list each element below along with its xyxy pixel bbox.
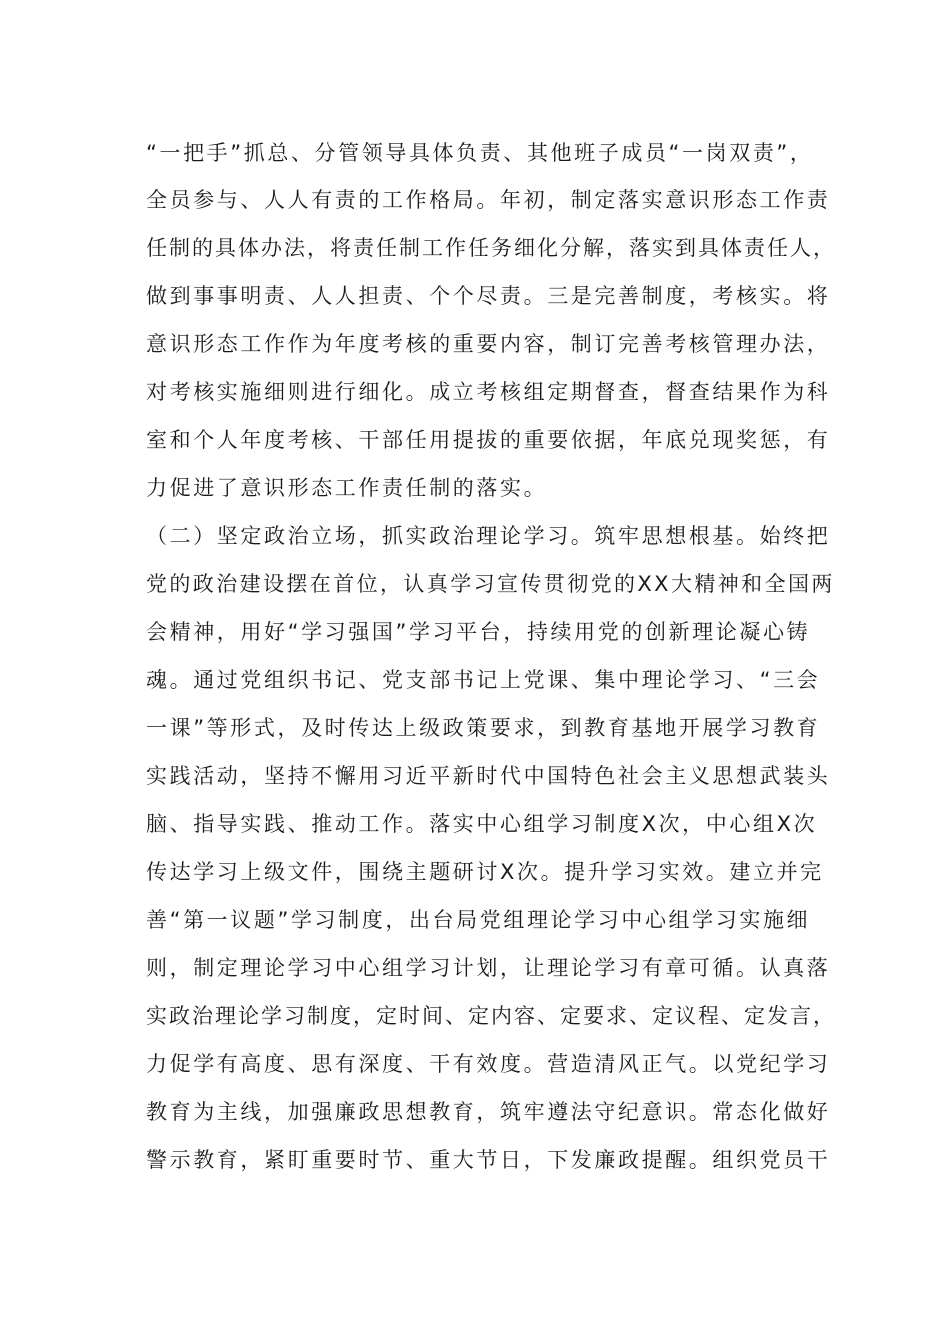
text-line: 警示教育，紧盯重要时节、重大节日，下发廉政提醒。组织党员干	[146, 1148, 831, 1172]
text-line: 力促进了意识形态工作责任制的落实。	[146, 476, 548, 500]
text-line: “一把手”抓总、分管领导具体负责、其他班子成员“一岗双责”，	[146, 141, 814, 165]
text-line: 脑、指导实践、推动工作。落实中心组学习制度X次，中心组X次	[146, 812, 818, 836]
text-line: 室和个人年度考核、干部任用提拔的重要依据，年底兑现奖惩，有	[146, 428, 831, 452]
text-line: 善“第一议题”学习制度，出台局党组理论学习中心组学习实施细	[146, 908, 811, 932]
text-line: 一课”等形式，及时传达上级政策要求，到教育基地开展学习教育	[146, 716, 821, 740]
text-line: 全员参与、人人有责的工作格局。年初，制定落实意识形态工作责	[146, 188, 831, 212]
text-line: 任制的具体办法，将责任制工作任务细化分解，落实到具体责任人，	[146, 236, 836, 260]
text-line: 党的政治建设摆在首位，认真学习宣传贯彻党的XX大精神和全国两	[146, 572, 835, 596]
text-line: 魂。通过党组织书记、党支部书记上党课、集中理论学习、“三会	[146, 668, 821, 692]
text-line: 会精神，用好“学习强国”学习平台，持续用党的创新理论凝心铸	[146, 620, 811, 644]
text-line: 实政治理论学习制度，定时间、定内容、定要求、定议程、定发言，	[146, 1004, 836, 1028]
text-line: 意识形态工作作为年度考核的重要内容，制订完善考核管理办法，	[146, 332, 831, 356]
text-line: 实践活动，坚持不懈用习近平新时代中国特色社会主义思想武装头	[146, 764, 831, 788]
text-line: 力促学有高度、思有深度、干有效度。营造清风正气。以党纪学习	[146, 1052, 831, 1076]
text-line: 做到事事明责、人人担责、个个尽责。三是完善制度，考核实。将	[146, 284, 831, 308]
text-line: 则，制定理论学习中心组学习计划，让理论学习有章可循。认真落	[146, 956, 831, 980]
text-line: 教育为主线，加强廉政思想教育，筑牢遵法守纪意识。常态化做好	[146, 1100, 831, 1124]
section-heading-line: （二）坚定政治立场，抓实政治理论学习。筑牢思想根基。始终把	[146, 524, 831, 548]
text-line: 传达学习上级文件，围绕主题研讨X次。提升学习实效。建立并完	[146, 860, 824, 884]
text-line: 对考核实施细则进行细化。成立考核组定期督查，督查结果作为科	[146, 380, 831, 404]
